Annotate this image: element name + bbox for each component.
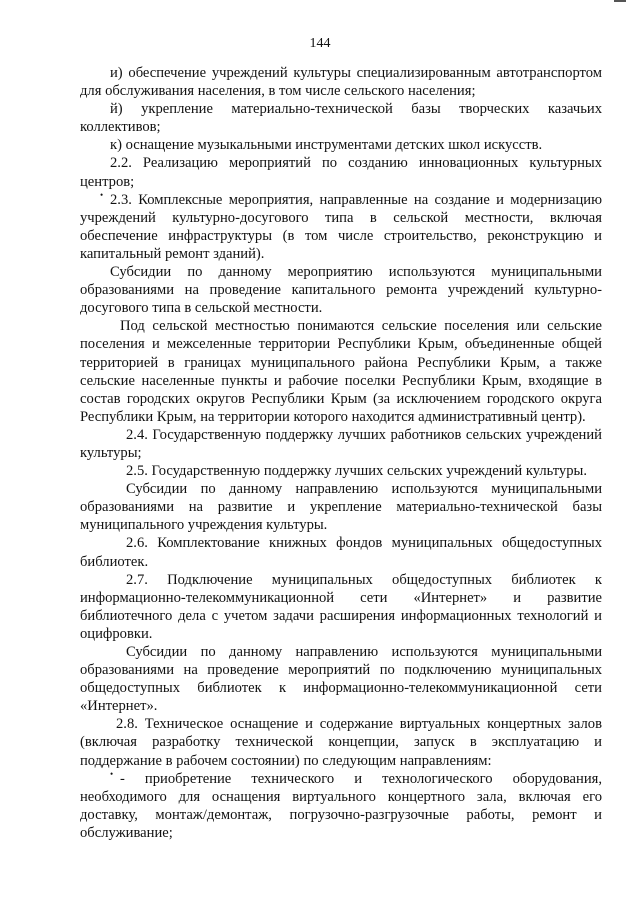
paragraph-2-4: 2.4. Государственную поддержку лучших работников сельских учреждений культуры; bbox=[80, 426, 602, 461]
paragraph-2-7: 2.7. Подключение муниципальных общедоступных библиотек к информационно-телекоммуникационной сети «Интернет» и развитие библиотечного дела с учетом задачи расширения информационных технологий и оцифровки. bbox=[80, 571, 602, 642]
paragraph-item-i: и) обеспечение учреждений культуры специализированным автотранспортом для обслуживания населения, в том числе сельского населения; bbox=[80, 65, 602, 100]
paragraph-2-5: 2.5. Государственную поддержку лучших сельских учреждений культуры. bbox=[126, 463, 587, 480]
paragraph-item-k: к) оснащение музыкальными инструментами детских школ искусств. bbox=[110, 137, 543, 154]
page-number: 144 bbox=[309, 36, 331, 51]
paragraph-2-6: 2.6. Комплектование книжных фондов муниципальных общедоступных библиотек. bbox=[80, 535, 602, 570]
paragraph-equipment: • - приобретение технического и технологического оборудования, необходимого для оснащения виртуального концертного зала, включая его доставку, монтаж/демонтаж, погрузочно-разгрузочные работы, ремонт и обслуживание; bbox=[80, 770, 602, 842]
paragraph-2-3: • 2.3. Комплексные мероприятия, направленные на создание и модернизацию учреждений культурно-досугового типа в сельской местности, включая обеспечение инфраструктуры (в том числе строительство, реконструкцию и капитальный ремонт зданий). bbox=[80, 191, 602, 263]
paragraph-subsidies-3: Субсидии по данному направлению используются муниципальными образованиями на проведение мероприятий по подключению муниципальных общедоступных библиотек к информационно-телекоммуникационной сети «Интернет». bbox=[80, 644, 602, 715]
paragraph-subsidies-2: Субсидии по данному направлению используются муниципальными образованиями на развитие и укрепление материально-технической базы муниципального учреждения культуры. bbox=[80, 481, 602, 534]
paragraph-rural-definition: Под сельской местностью понимаются сельские поселения или сельские поселения и межселенные территории Республики Крым, объединенные общей территорией в границах муниципального района Республики Крым, а также сельские населенные пункты и рабочие поселки Республики Крым, входящие в состав городских округов Республики Крым (за исключением городского округа Республики Крым, на территории которого находится административный центр). bbox=[80, 318, 602, 425]
paragraph-2-8: 2.8. Техническое оснащение и содержание виртуальных концертных залов (включая разработку технической концепции, запуск в эксплуатацию и поддержание в рабочем состоянии) по следующим направлениям: bbox=[80, 716, 602, 769]
paragraph-item-y: й) укрепление материально-технической базы творческих казачьих коллективов; bbox=[80, 101, 602, 136]
document-body bbox=[80, 64, 602, 842]
scan-corner-mark bbox=[614, 0, 626, 4]
paragraph-2-2: 2.2. Реализацию мероприятий по созданию инновационных культурных центров; bbox=[80, 155, 602, 190]
paragraph-subsidies-1: Субсидии по данному мероприятию используются муниципальными образованиями на проведение капитального ремонта учреждений культурно-досугового типа в сельской местности. bbox=[80, 264, 602, 317]
